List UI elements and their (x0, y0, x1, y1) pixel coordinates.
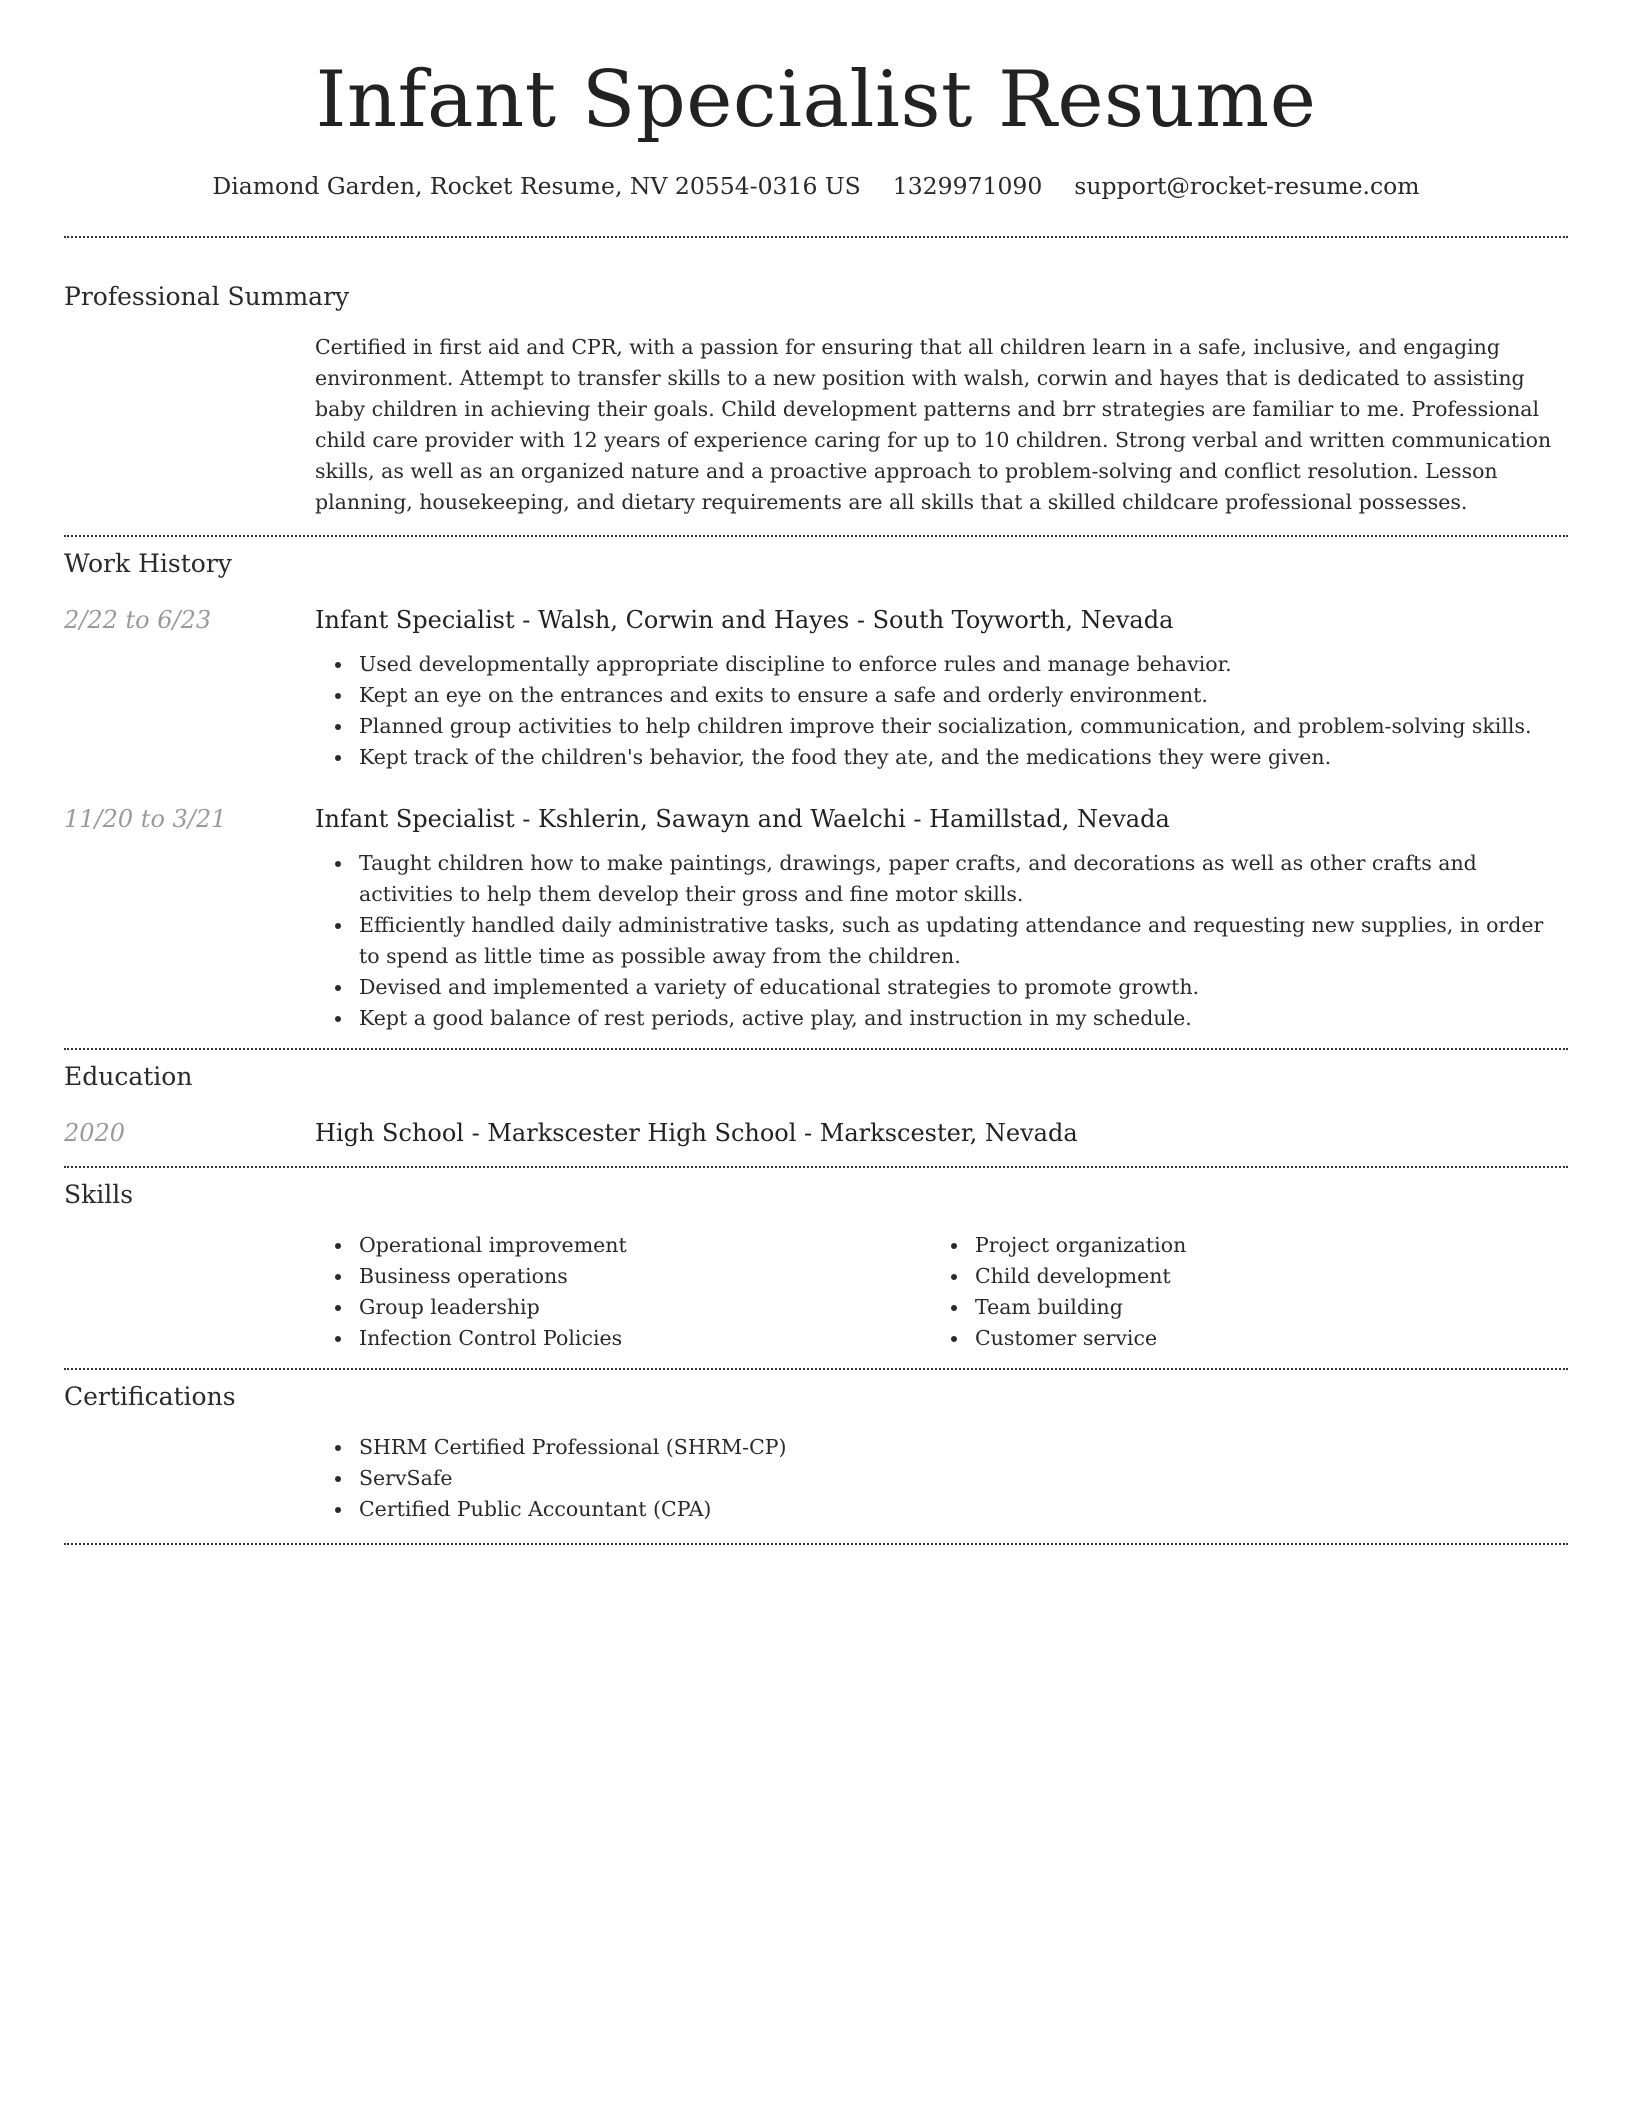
list-item: Used developmentally appropriate discipline to enforce rules and manage behavior. (359, 649, 1568, 680)
list-item: Kept an eye on the entrances and exits to ensure a safe and orderly environment. (359, 680, 1568, 711)
skill-item: Customer service (975, 1323, 1547, 1354)
work-entry-details (315, 848, 1568, 1034)
list-item: Devised and implemented a variety of educational strategies to promote growth. (359, 972, 1568, 1003)
work-entry (64, 802, 1568, 1034)
work-entry-details (315, 649, 1568, 773)
education-section (64, 1050, 1568, 1166)
summary-heading: Professional Summary (64, 282, 350, 311)
education-entry (64, 1116, 1568, 1150)
skill-item: Project organization (975, 1230, 1547, 1261)
skills-grid (315, 1230, 1568, 1354)
list-item: Efficiently handled daily administrative tasks, such as updating attendance and requesting new supplies, in order to spend as little time as possible away from the children. (359, 910, 1568, 972)
skills-column-right (931, 1230, 1547, 1354)
certification-item: Certified Public Accountant (CPA) (359, 1494, 1568, 1525)
work-entry-bullets (315, 649, 1568, 773)
list-item: Planned group activities to help children improve their socialization, communication, and problem-solving skills. (359, 711, 1568, 742)
work-entry-date: 11/20 to 3/21 (64, 805, 227, 833)
skills-list-right (931, 1230, 1547, 1354)
summary-content (315, 332, 1568, 518)
work-history-section (64, 537, 1568, 1048)
skills-column-left (315, 1230, 931, 1354)
list-item: Kept track of the children's behavior, the food they ate, and the medications they were given. (359, 742, 1568, 773)
skill-item: Group leadership (359, 1292, 931, 1323)
skill-item: Team building (975, 1292, 1547, 1323)
skill-item: Business operations (359, 1261, 931, 1292)
skill-item: Child development (975, 1261, 1547, 1292)
summary-section (64, 238, 1568, 535)
work-entry-date: 2/22 to 6/23 (64, 606, 212, 634)
list-item: Kept a good balance of rest periods, active play, and instruction in my schedule. (359, 1003, 1568, 1034)
list-item: Taught children how to make paintings, drawings, paper crafts, and decorations as well as other crafts and activities to help them develop their gross and fine motor skills. (359, 848, 1568, 910)
skills-list-left (315, 1230, 931, 1354)
certifications-list (315, 1432, 1568, 1525)
skills-section (64, 1168, 1568, 1368)
certifications-content (315, 1432, 1568, 1525)
skill-item: Infection Control Policies (359, 1323, 931, 1354)
work-entry (64, 603, 1568, 773)
skill-item: Operational improvement (359, 1230, 931, 1261)
education-entry-date: 2020 (64, 1119, 126, 1147)
certifications-heading: Certifications (64, 1382, 236, 1411)
work-history-heading: Work History (64, 549, 232, 578)
contact-line (64, 170, 1568, 202)
education-heading: Education (64, 1062, 193, 1091)
contact-address: Diamond Garden, Rocket Resume, NV 20554-0316 US (212, 172, 861, 200)
resume-title: Infant Specialist Resume (315, 55, 1317, 145)
skills-heading: Skills (64, 1180, 134, 1209)
certification-item: ServSafe (359, 1463, 1568, 1494)
education-entry-heading: High School - Markscester High School - Markscester, Nevada (315, 1119, 1078, 1147)
contact-phone: 1329971090 (892, 172, 1043, 200)
certification-item: SHRM Certified Professional (SHRM-CP) (359, 1432, 1568, 1463)
work-entry-heading: Infant Specialist - Walsh, Corwin and Hayes - South Toyworth, Nevada (315, 606, 1174, 634)
resume-header (64, 0, 1568, 202)
work-entry-heading: Infant Specialist - Kshlerin, Sawayn and Waelchi - Hamillstad, Nevada (315, 805, 1170, 833)
section-divider (64, 1543, 1568, 1545)
contact-email[interactable]: support@rocket-resume.com (1074, 172, 1420, 200)
work-entry-bullets (315, 848, 1568, 1034)
certifications-section (64, 1370, 1568, 1543)
summary-text: Certified in first aid and CPR, with a passion for ensuring that all children learn in a safe, inclusive, and engaging environment. Attempt to transfer skills to a new position with walsh, corwin and hayes that is dedicated to assisting baby children in achieving their goals. Child development patterns and brr strategies are familiar to me. Professional child care provider with 12 years of experience caring for up to 10 children. Strong verbal and written communication skills, as well as an organized nature and a proactive approach to problem-solving and conflict resolution. Lesson planning, housekeeping, and dietary requirements are all skills that a skilled childcare professional possesses. (315, 335, 1552, 514)
